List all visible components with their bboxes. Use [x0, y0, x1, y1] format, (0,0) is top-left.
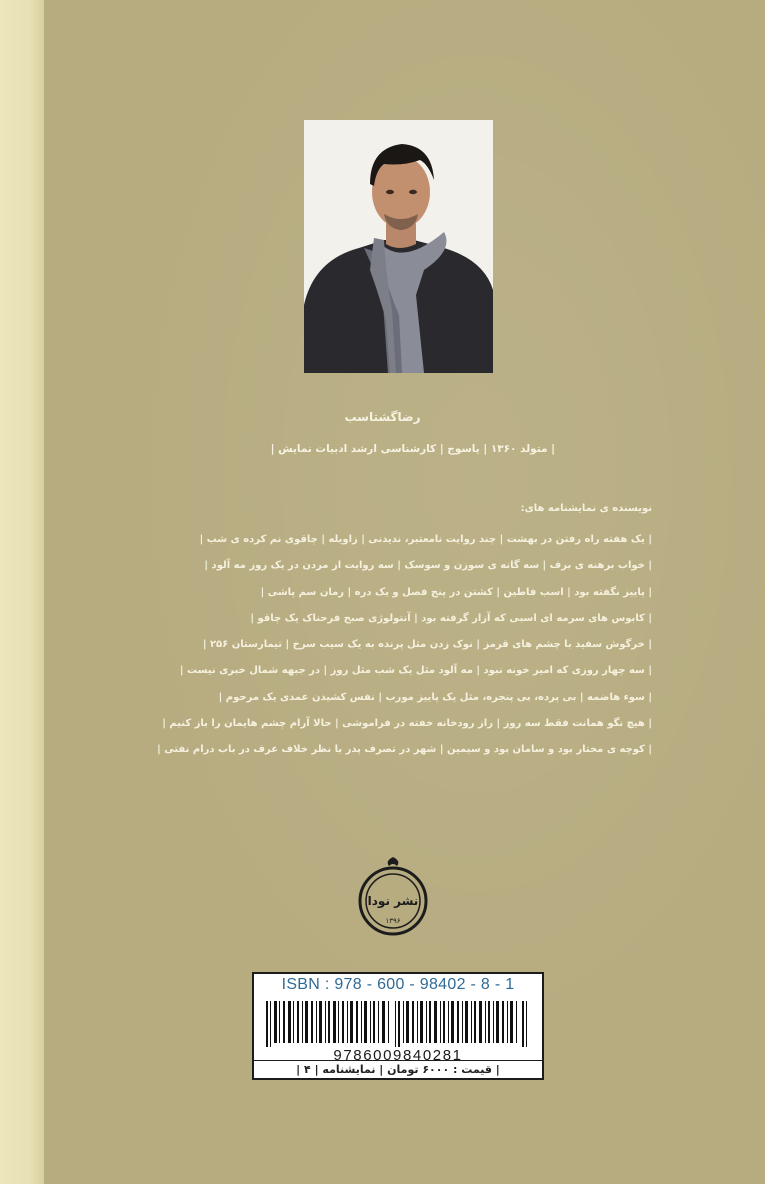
works-line: | خرگوش سفید با چشم های قرمز | نوک زدن مثل پرنده به یک سیب سرخ | تیمارستان ۲۵۶ |: [202, 639, 652, 651]
author-bio-line: | متولد ۱۳۶۰ | یاسوج | کارشناسی ارشد ادبیات نمایش |: [270, 443, 555, 455]
works-line: | هیچ نگو همانت فقط سه روز | راز رودخانه خفته در فراموشی | حالا آرام چشم هایمان را باز کنیم |: [162, 718, 652, 730]
barcode-digits: 9786009840281: [333, 1047, 463, 1064]
spine-edge: [0, 0, 44, 1184]
author-name: رضاگشتاسب: [344, 410, 421, 424]
publisher-logo-text: نشر نودا: [367, 894, 419, 908]
isbn-label: ISBN : 978 - 600 - 98402 - 8 - 1: [281, 976, 515, 993]
works-heading: نویسنده ی نمایشنامه های:: [520, 503, 652, 514]
publisher-logo: [357, 855, 429, 941]
works-line: | سه چهار روزی که امیر خونه نبود | مه آلود مثل یک شب مثل روز | در جبهه شمال خبری نیست |: [179, 665, 652, 677]
publisher-logo-year: ۱۳۹۶: [385, 917, 401, 925]
price-line: | قیمت : ۶۰۰۰ تومان | نمایشنامه | ۴ |: [254, 1060, 542, 1079]
works-line: | کوچه ی مختار بود و سامان بود و سیمین | شهر در تصرف پدر یا نظر خلاف عرف در باب درام نفتی |: [157, 744, 652, 756]
works-list: [132, 527, 652, 764]
barcode-bars: [264, 1001, 532, 1047]
isbn-barcode-box: [252, 972, 544, 1080]
works-line: | یک هفته راه رفتن در بهشت | چند روایت نامعتبر، ندیدنی | زاویله | چاقوی نم کرده ی شب |: [199, 534, 652, 545]
works-line: | خواب برهنه ی برف | سه گانه ی سوزن و سوسک | سه روایت از مردن در یک روز مه آلود |: [204, 560, 652, 572]
works-line: | سوء هاضمه | بی پرده، بی پنجره، مثل یک پاییز مورب | نفس کشیدن عمدی یک مرحوم |: [218, 691, 652, 703]
works-line: | پاییز نگفته بود | اسب فاطین | کشتن در پنج فصل و یک دره | رمان سم پاشی |: [260, 586, 652, 598]
author-photo: [304, 120, 493, 373]
works-line: | کابوس های سرمه ای اسبی که آزار گرفته بود | آنتولوژی صبح فرحناک یک چاقو |: [250, 612, 652, 624]
